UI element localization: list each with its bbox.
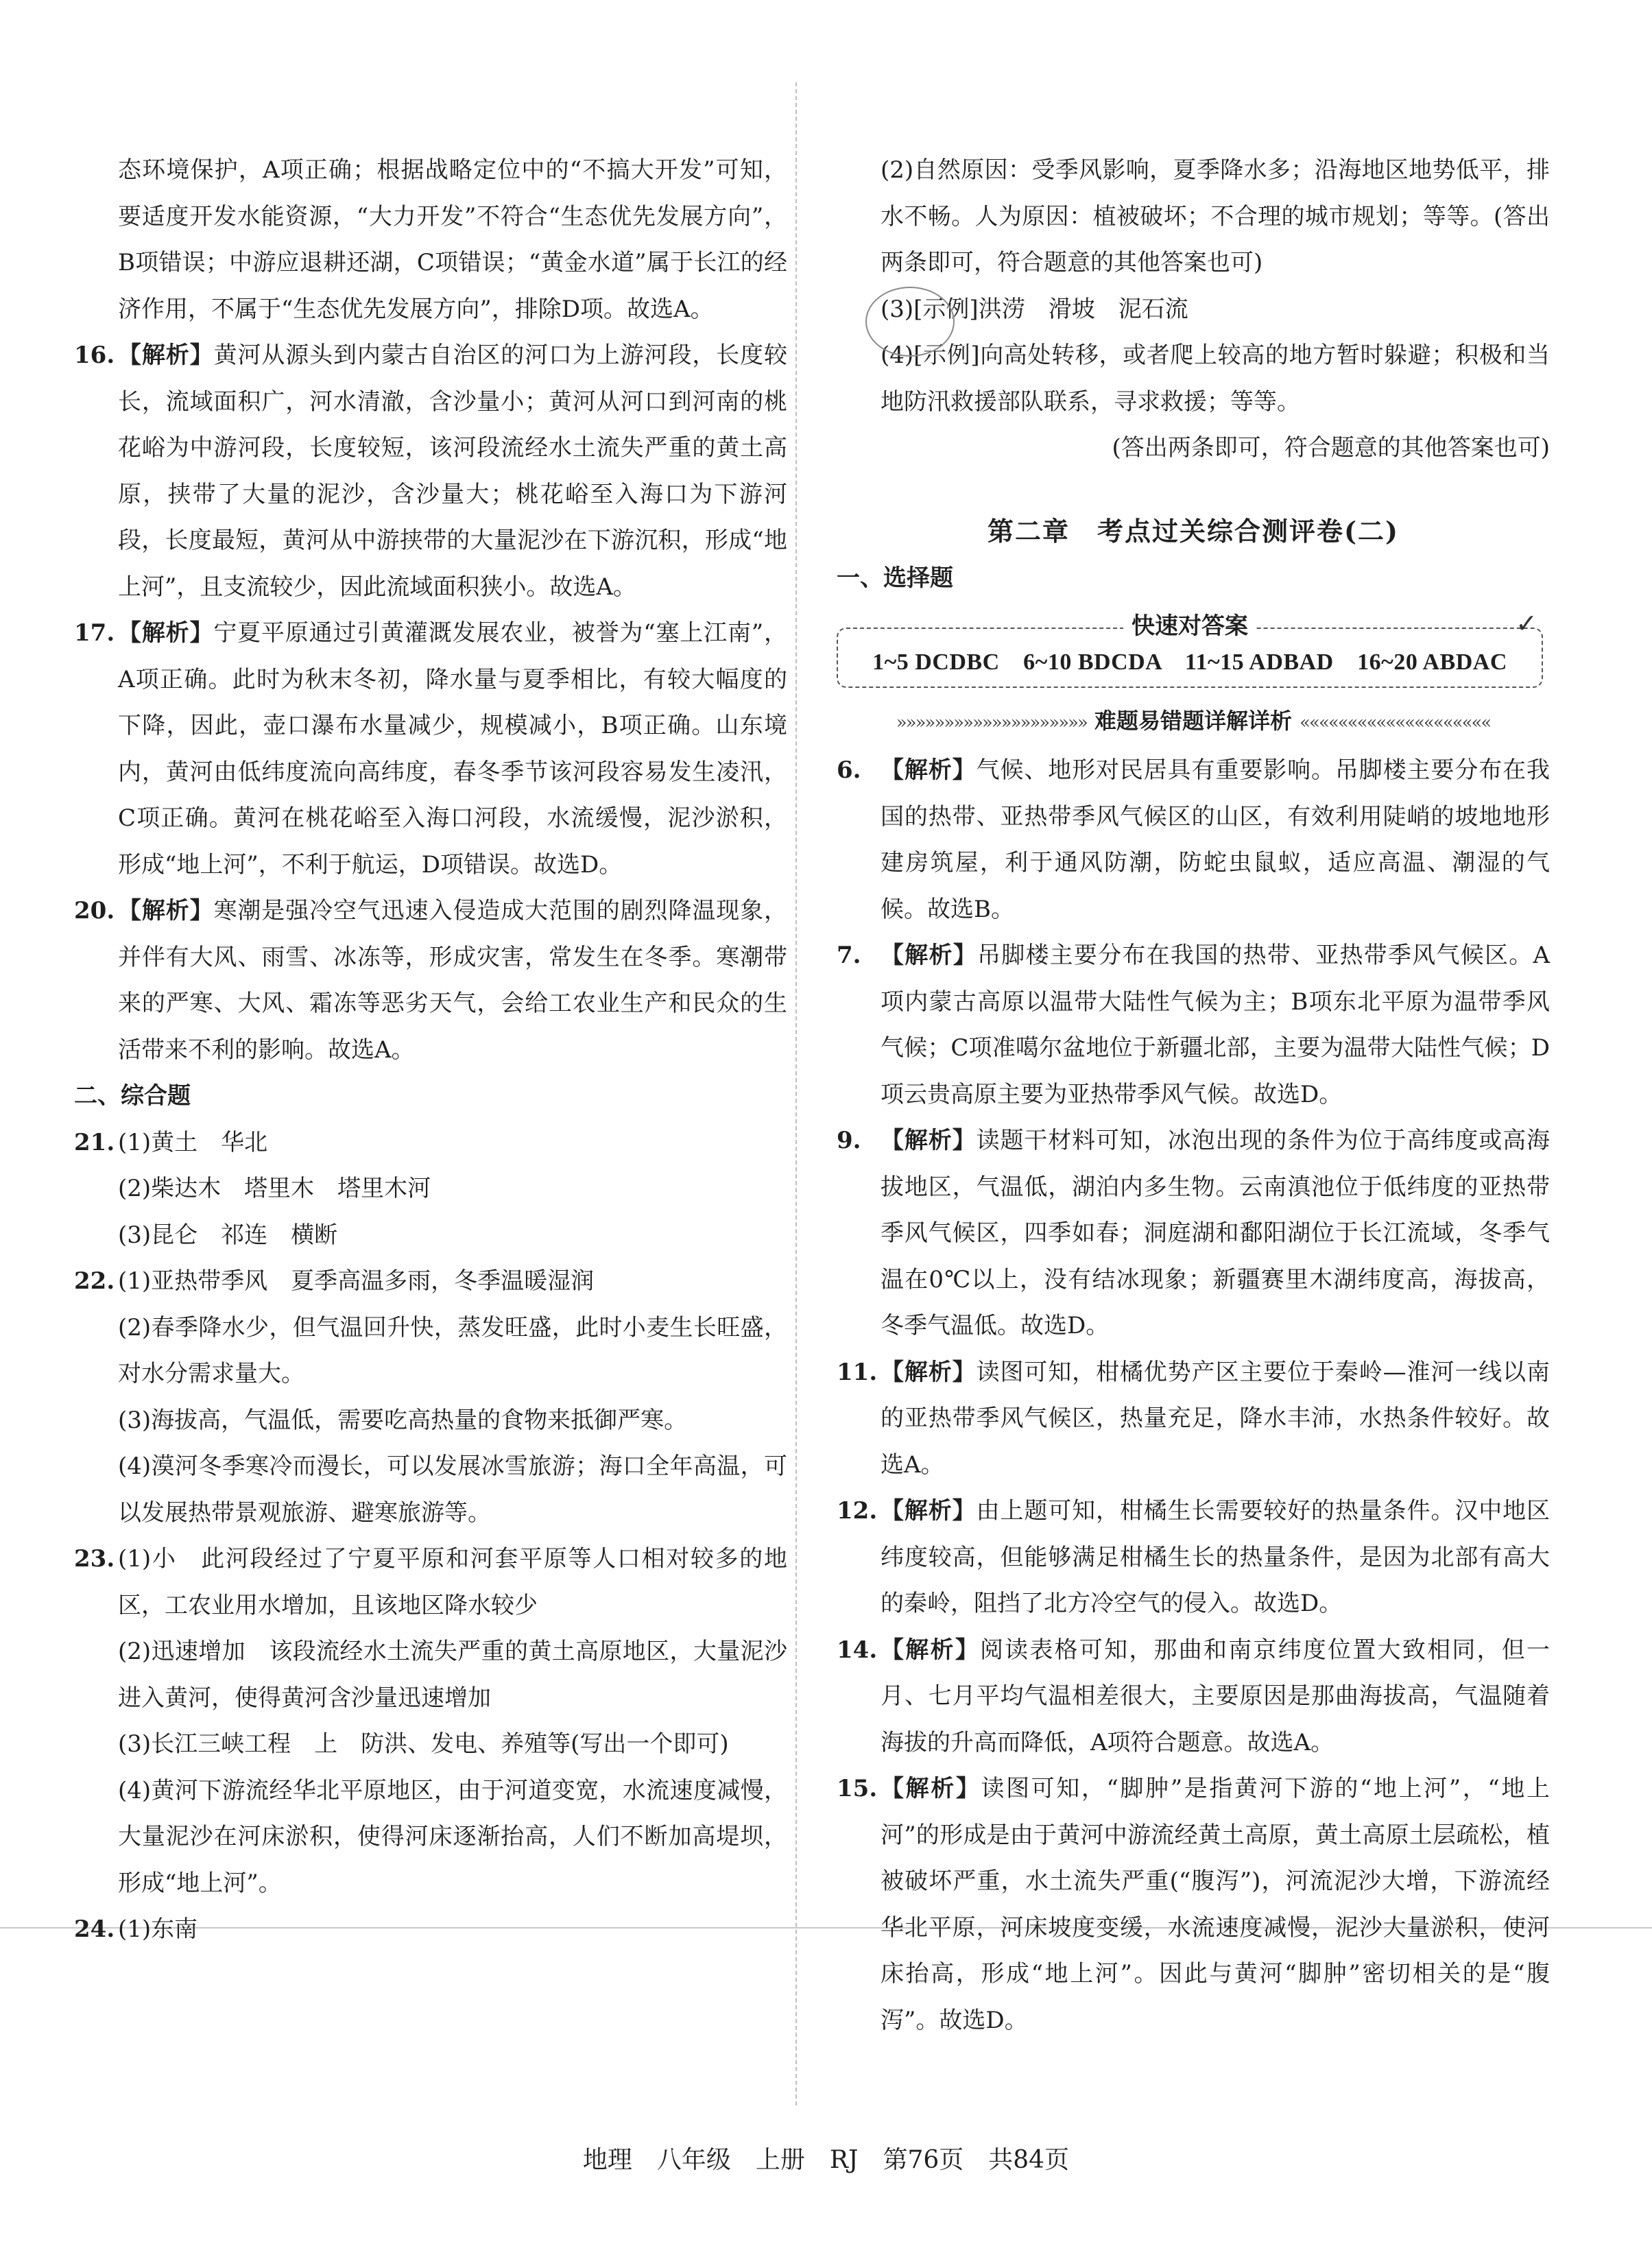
- analysis-text: 吊脚楼主要分布在我国的热带、亚热带季风气候区。A项内蒙古高原以温带大陆性气候为主；B项东北平原为温带季风气候；C项准噶尔盆地位于新疆北部，主要为温带大陆性气候；D项云贵高原主要为亚热带季风气候。故选D。: [881, 942, 1551, 1108]
- answer-item-7: [837, 933, 1550, 1118]
- analysis-tag: 【解析】: [118, 342, 214, 369]
- sub-answer: (1)小 此河段经过了宁夏平原和河套平原等人口相对较多的地区，工农业用水增加，且该地区降水较少: [118, 1545, 787, 1619]
- page-footer: 地理 八年级 上册 RJ 第76页 共84页: [582, 2146, 1070, 2174]
- answer-item-16: [74, 333, 787, 610]
- item-number: 17.: [74, 619, 115, 647]
- item-number: 21.: [74, 1128, 115, 1156]
- item-text: [881, 1766, 1550, 2044]
- item-text: [118, 610, 787, 888]
- analysis-tag: 【解析】: [881, 1497, 977, 1525]
- item-number: 23.: [74, 1545, 115, 1573]
- analysis-text: 气候、地形对民居具有重要影响。吊脚楼主要分布在我国的热带、亚热带季风气候区的山区，有效利用陡峭的坡地地形建房筑屋，利于通风防潮，防蛇虫鼠蚁，适应高温、潮湿的气候。故选B。: [881, 756, 1551, 923]
- analysis-tag: 【解析】: [881, 756, 977, 784]
- column-divider: [795, 82, 797, 2105]
- analysis-text: 读图可知，柑橘优势产区主要位于秦岭—淮河一线以南的亚热带季风气候区，热量充足，降水丰沛，水热条件较好。故选A。: [881, 1358, 1551, 1479]
- sub-answer: (1)亚热带季风 夏季高温多雨，冬季温暖湿润: [118, 1267, 595, 1295]
- analysis-tag: 【解析】: [118, 619, 214, 647]
- item-number: 11.: [837, 1358, 878, 1386]
- item-number: 9.: [837, 1127, 861, 1154]
- chevrons-right-icon: »»»»»»»»»»»»»»»»»»»»: [896, 713, 1087, 733]
- analysis-text: 读题干材料可知，冰泡出现的条件为位于高纬度或高海拔地区，气温低，湖泊内多生物。云南滇池位于低纬度的亚热带季风气候区，四季如春；洞庭湖和鄱阳湖位于长江流域，冬季气温在0℃以上，没有结冰现象；新疆赛里木湖纬度高，海拔高，冬季气温低。故选D。: [881, 1127, 1551, 1339]
- item-number: 12.: [837, 1497, 878, 1525]
- answer-item-21: [74, 1120, 787, 1259]
- q24-continuation: (3)[示例]洪涝 滑坡 泥石流: [881, 295, 1188, 323]
- banner-text: 难题易错题详解详析: [1094, 708, 1292, 734]
- item-text: [881, 1350, 1550, 1489]
- answer-item-14: [837, 1627, 1550, 1767]
- q24-continuation: (2)自然原因：受季风影响，夏季降水多；沿海地区地势低平，排水不畅。人为原因：植被破坏；不合理的城市规划；等等。(答出两条即可，符合题意的其他答案也可): [881, 156, 1550, 276]
- sub-answer: (1)黄土 华北: [118, 1128, 268, 1156]
- answer-item-20: [74, 888, 787, 1073]
- sub-answer: (3)长江三峡工程 上 防洪、发电、养殖等(写出一个即可): [118, 1730, 729, 1758]
- answer-item-15: [837, 1766, 1550, 2044]
- sub-answer: (3)海拔高，气温低，需要吃高热量的食物来抵御严寒。: [118, 1406, 688, 1434]
- item-number: 16.: [74, 342, 115, 369]
- item-number: 24.: [74, 1915, 115, 1943]
- analysis-tag: 【解析】: [881, 942, 977, 969]
- analysis-text: 阅读表格可知，那曲和南京纬度位置大致相同，但一月、七月平均气温相差很大，主要原因是那曲海拔高，气温随着海拔的升高而降低，A项符合题意。故选A。: [881, 1636, 1551, 1756]
- item-number: 7.: [837, 942, 861, 969]
- item-text: [881, 1627, 1550, 1767]
- quick-answer-label: 快速对答案: [1123, 611, 1256, 641]
- item-text: [881, 933, 1550, 1118]
- item-text: [118, 333, 787, 610]
- sub-answer: (2)春季降水少，但气温回升快，蒸发旺盛，此时小麦生长旺盛，对水分需求量大。: [118, 1313, 787, 1387]
- sub-answer: (2)迅速增加 该段流经水土流失严重的黄土高原地区，大量泥沙进入黄河，使得黄河含沙量迅速增加: [118, 1638, 787, 1712]
- sub-answer: (3)昆仑 祁连 横断: [118, 1221, 338, 1249]
- analysis-text: 寒潮是强冷空气迅速入侵造成大范围的剧烈降温现象，并伴有大风、雨雪、冰冻等，形成灾害，常发生在冬季。寒潮带来的严寒、大风、霜冻等恶劣天气，会给工农业生产和民众的生活带来不利的影响。故选A。: [118, 897, 788, 1064]
- sub-answer: (4)黄河下游流经华北平原地区，由于河道变宽，水流速度减慢，大量泥沙在河床淤积，使得河床逐渐抬高，人们不断加高堤坝，形成“地上河”。: [118, 1776, 787, 1897]
- analysis-text: 黄河从源头到内蒙古自治区的河口为上游河段，长度较长，流域面积广，河水清澈，含沙量小；黄河从河口到河南的桃花峪为中游河段，长度较短，该河段流经水土流失严重的黄土高原，挟带了大量的泥沙，含沙量大；桃花峪至入海口为下游河段，长度最短，黄河从中游挟带的大量泥沙在下游沉积，形成“地上河”，且支流较少，因此流域面积狭小。故选A。: [118, 342, 788, 601]
- item-text: [881, 1118, 1550, 1350]
- quick-answer-box: [837, 608, 1543, 688]
- item-text: [881, 1488, 1550, 1627]
- quick-answers: 1~5 DCDBC 6~10 BDCDA 11~15 ADBAD 16~20 ABDAC: [872, 649, 1507, 675]
- q24-continuation: (4)[示例]向高处转移，或者爬上较高的地方暂时躲避；积极和当地防汛救援部队联系，寻求救援；等等。: [881, 342, 1550, 416]
- item-number: 6.: [837, 756, 861, 784]
- analysis-text: 由上题可知，柑橘生长需要较好的热量条件。汉中地区纬度较高，但能够满足柑橘生长的热量条件，是因为北部有高大的秦岭，阻挡了北方冷空气的侵入。故选D。: [881, 1497, 1551, 1617]
- analysis-text: 宁夏平原通过引黄灌溉发展农业，被誉为“塞上江南”，A项正确。此时为秋末冬初，降水量与夏季相比，有较大幅度的下降，因此，壶口瀑布水量减少，规模减小，B项正确。山东境内，黄河由低纬度流向高纬度，春冬季节该河段容易发生凌汛，C项正确。黄河在桃花峪至入海口河段，水流缓慢，泥沙淤积，形成“地上河”，不利于航运，D项错误。故选D。: [118, 619, 788, 879]
- section-heading: 一、选择题: [837, 564, 953, 592]
- analysis-tag: 【解析】: [881, 1127, 977, 1154]
- answer-item-12: [837, 1488, 1550, 1627]
- chevrons-left-icon: ««««««««««««««««««««: [1300, 713, 1491, 733]
- section-heading: 二、综合题: [74, 1082, 191, 1110]
- right-column: [837, 147, 1550, 2044]
- analysis-text: 读图可知，“脚肿”是指黄河下游的“地上河”，“地上河”的形成是由于黄河中游流经黄土高原，黄土高原土层疏松，植被破坏严重，水土流失严重(“腹泻”)，河流泥沙大增，下游流经华北平原，河床坡度变缓，水流速度减慢，泥沙大量淤积，使河床抬高，形成“地上河”。因此与黄河“脚肿”密切相关的是“腹泻”。故选D。: [881, 1775, 1550, 2034]
- sub-answer: (1)东南: [118, 1915, 198, 1943]
- q15-continuation: 态环境保护，A项正确；根据战略定位中的“不搞大开发”可知，要适度开发水能资源，“大力开发”不符合“生态优先发展方向”，B项错误；中游应退耕还湖，C项错误；“黄金水道”属于长江的经济作用，不属于“生态优先发展方向”，排除D项。故选A。: [118, 156, 787, 323]
- explanation-banner: [837, 700, 1550, 743]
- analysis-tag: 【解析】: [881, 1636, 980, 1664]
- item-number: 14.: [837, 1636, 878, 1664]
- item-number: 22.: [74, 1267, 115, 1295]
- q24-note: (答出两条即可，符合题意的其他答案也可): [1112, 434, 1550, 462]
- answer-item-22: [74, 1258, 787, 1536]
- chapter-title: 第二章 考点过关综合测评卷(二): [987, 515, 1399, 547]
- answer-item-11: [837, 1350, 1550, 1489]
- answer-item-6: [837, 748, 1550, 933]
- answer-item-9: [837, 1118, 1550, 1350]
- answer-item-23: [74, 1536, 787, 1907]
- sub-answer: (4)漠河冬季寒冷而漫长，可以发展冰雪旅游；海口全年高温，可以发展热带景观旅游、避寒旅游等。: [118, 1453, 787, 1527]
- item-text: [881, 748, 1550, 933]
- analysis-tag: 【解析】: [118, 897, 214, 924]
- check-icon: ✓: [1516, 608, 1537, 638]
- item-text: [118, 888, 787, 1073]
- analysis-tag: 【解析】: [881, 1358, 977, 1386]
- stamp-mark: [865, 287, 955, 357]
- item-number: 20.: [74, 897, 115, 924]
- left-column: [74, 147, 787, 1953]
- answer-item-24: [74, 1907, 787, 1953]
- answer-item-17: [74, 610, 787, 888]
- sub-answer: (2)柴达木 塔里木 塔里木河: [118, 1175, 431, 1202]
- analysis-tag: 【解析】: [881, 1775, 981, 1802]
- item-number: 15.: [837, 1775, 878, 1802]
